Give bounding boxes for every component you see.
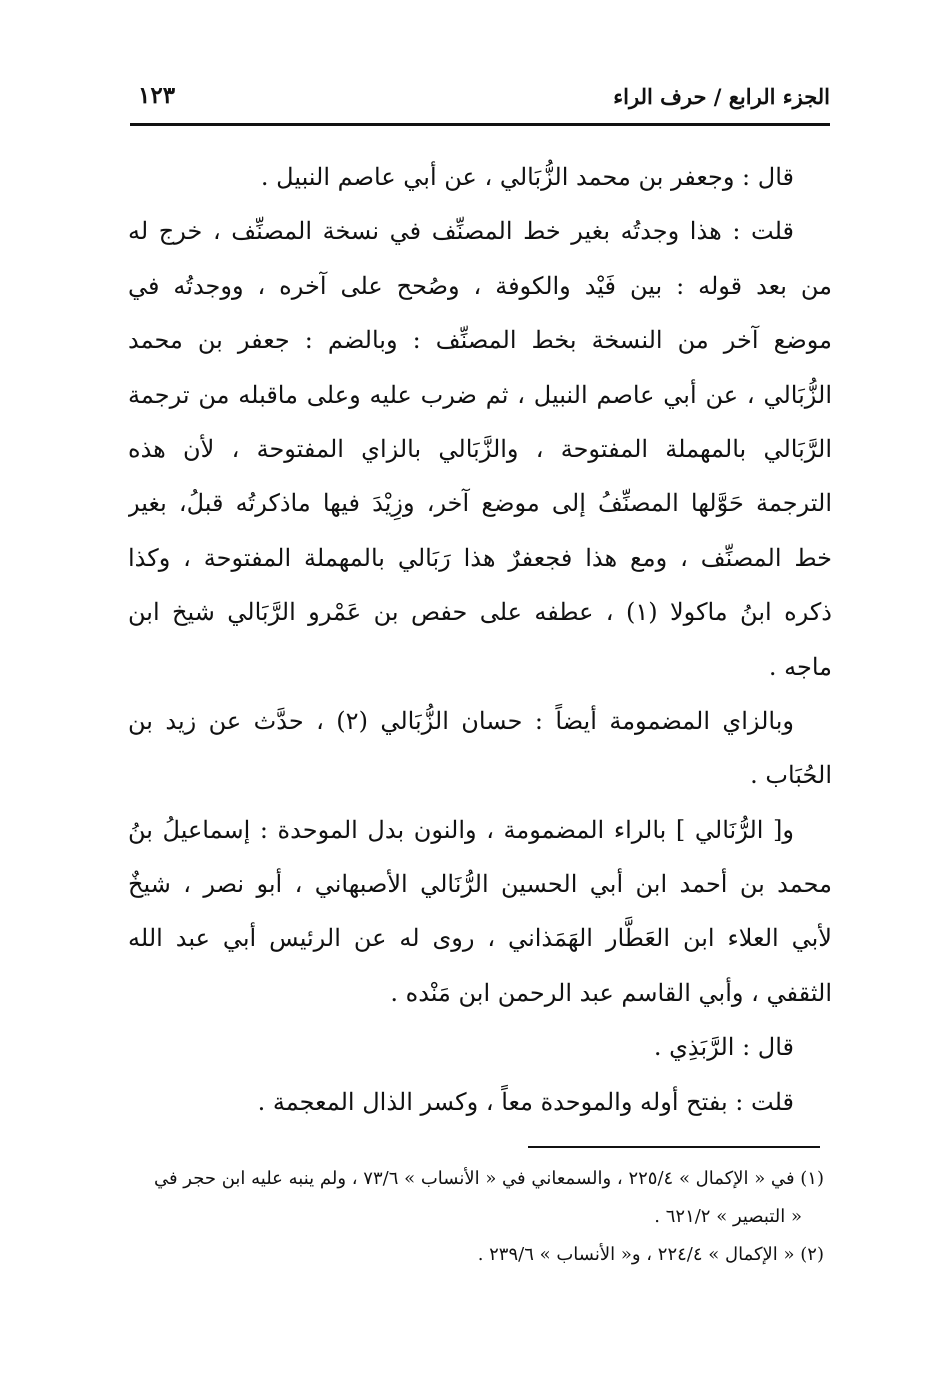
footnote-line: « التبصير » ٦٢١/٢ . (654, 1206, 802, 1227)
footnotes (124, 1160, 824, 1274)
text-line: ذكره ابنُ ماكولا (١) ، عطفه على حفص بن عَمْرو الرَّبَالي شيخ ابن (128, 598, 832, 627)
footnote-line: (١) في « الإكمال » ٢٢٥/٤ ، والسمعاني في « الأنساب » ٧٣/٦ ، ولم ينبه عليه ابن حجر في (153, 1168, 824, 1189)
text-line: موضع آخر من النسخة بخط المصنِّف : وبالضم : جعفر بن محمد (128, 326, 832, 355)
text-line: ماجه . (768, 652, 832, 681)
running-header (132, 78, 830, 118)
text-line: الزُّبَالي ، عن أبي عاصم النبيل ، ثم ضرب عليه وعلى ماقبله من ترجمة (128, 380, 832, 409)
running-title: الجزء الرابع / حرف الراء (613, 84, 830, 109)
text-line: الرَّبَالي بالمهملة المفتوحة ، والزَّبَالي بالزاي المفتوحة ، لأن هذه (128, 434, 832, 463)
text-line: الثقفي ، وأبي القاسم عبد الرحمن ابن مَنْده . (390, 978, 832, 1007)
text-line: الحُبَاب . (750, 761, 832, 790)
text-line: محمد بن أحمد ابن أبي الحسين الرُّنَالي الأصبهاني ، أبو نصر ، شيخٌ (128, 870, 832, 899)
text-line: وبالزاي المضمومة أيضاً : حسان الزُّبَالي (٢) ، حدَّث عن زيد بن (128, 706, 794, 735)
text-line: قلت : بفتح أوله والموحدة معاً ، وكسر الذال المعجمة . (257, 1087, 794, 1116)
text-line: خط المصنِّف ، ومع هذا فجعفرٌ هذا رَبَالي بالمهملة المفتوحة ، وكذا (128, 543, 832, 572)
page-number: ١٢٣ (138, 82, 176, 109)
text-line: قلت : هذا وجدتُه بغير خط المصنِّف في نسخة المصنِّف ، خرج له (128, 217, 794, 246)
text-line: من بعد قوله : بين فَيْد والكوفة ، وصُحح على آخره ، ووجدتُه في (128, 271, 832, 300)
text-line: قال : وجعفر بن محمد الزُّبَالي ، عن أبي عاصم النبيل . (260, 163, 794, 191)
footnote-line: (٢) « الإكمال » ٢٢٤/٤ ، و« الأنساب » ٢٣٩/٦ . (477, 1244, 824, 1265)
text-line: و[ الرُّنَالي ] بالراء المضمومة ، والنون بدل الموحدة : إسماعيلُ بنُ (128, 815, 794, 844)
text-line: لأبي العلاء ابن العَطَّار الهَمَذاني ، روى له عن الرئيس أبي عبد الله (128, 924, 832, 953)
main-text (128, 150, 832, 1129)
footnote-divider (528, 1146, 820, 1148)
header-divider (130, 123, 830, 126)
text-line: قال : الرَّبَذِي . (653, 1033, 794, 1062)
text-line: الترجمة حَوَّلها المصنِّفُ إلى موضع آخر، وزِيْدَ فيها ماذكرتُه قبلُ، بغير (128, 489, 832, 518)
